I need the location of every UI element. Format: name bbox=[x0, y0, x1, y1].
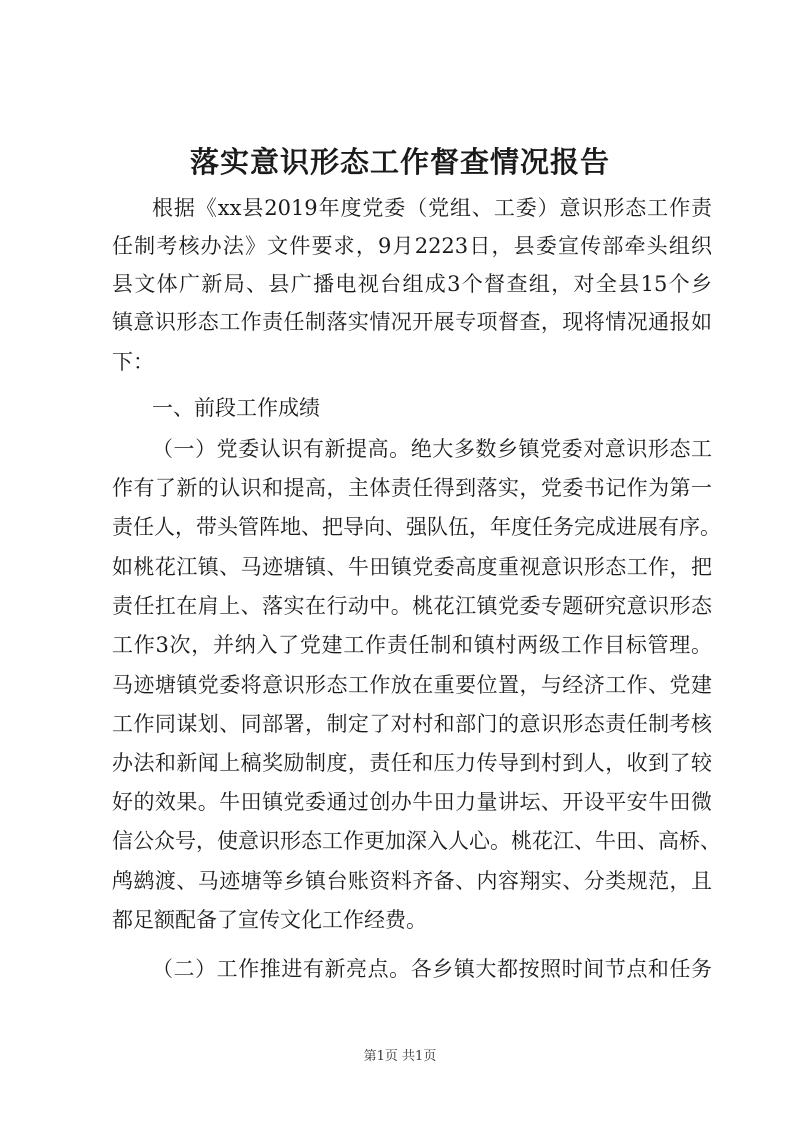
section-1-heading: 一、前段工作成绩 bbox=[152, 396, 320, 420]
paragraph-2-line-7: 马迹塘镇党委将意识形态工作放在重要位置，与经济工作、党建 bbox=[112, 673, 712, 697]
paragraph-2-line-9: 办法和新闻上稿奖励制度，责任和压力传导到村到人，收到了较 bbox=[112, 751, 712, 775]
paragraph-2-line-12: 鸬鹚渡、马迹塘等乡镇台账资料齐备、内容翔实、分类规范，且 bbox=[112, 869, 712, 893]
paragraph-1-line-1: 根据《xx县2019年度党委（党组、工委）意识形态工作责 bbox=[152, 196, 712, 220]
paragraph-1-line-5: 下： bbox=[112, 350, 154, 374]
paragraph-1-line-2: 任制考核办法》文件要求，9月2223日，县委宣传部牵头组织 bbox=[112, 234, 712, 258]
paragraph-2-line-13: 都足额配备了宣传文化工作经费。 bbox=[112, 908, 427, 932]
paragraph-2-line-11: 信公众号，使意识形态工作更加深入人心。桃花江、牛田、高桥、 bbox=[112, 829, 721, 853]
paragraph-2-line-1: （一）党委认识有新提高。绝大多数乡镇党委对意识形态工 bbox=[152, 437, 712, 461]
page-footer: 第1页 共1页 bbox=[363, 1049, 437, 1064]
paragraph-2-line-6: 工作3次，并纳入了党建工作责任制和镇村两级工作目标管理。 bbox=[112, 633, 712, 657]
paragraph-2-line-10: 好的效果。牛田镇党委通过创办牛田力量讲坛、开设平安牛田微 bbox=[112, 790, 712, 814]
paragraph-2-line-2: 作有了新的认识和提高，主体责任得到落实，党委书记作为第一 bbox=[112, 476, 712, 500]
paragraph-1-line-4: 镇意识形态工作责任制落实情况开展专项督查，现将情况通报如 bbox=[112, 310, 712, 334]
paragraph-1-line-3: 县文体广新局、县广播电视台组成3个督查组，对全县15个乡 bbox=[112, 272, 712, 296]
paragraph-2-line-8: 工作同谋划、同部署，制定了对村和部门的意识形态责任制考核 bbox=[112, 712, 712, 736]
paragraph-2-line-4: 如桃花江镇、马迹塘镇、牛田镇党委高度重视意识形态工作，把 bbox=[112, 555, 712, 579]
paragraph-2-line-3: 责任人，带头管阵地、把导向、强队伍，年度任务完成进展有序。 bbox=[112, 515, 721, 539]
paragraph-2-line-5: 责任扛在肩上、落实在行动中。桃花江镇党委专题研究意识形态 bbox=[112, 594, 712, 618]
document-title: 落实意识形态工作督查情况报告 bbox=[189, 145, 610, 179]
paragraph-3-line-1: （二）工作推进有新亮点。各乡镇大都按照时间节点和任务 bbox=[152, 957, 712, 981]
